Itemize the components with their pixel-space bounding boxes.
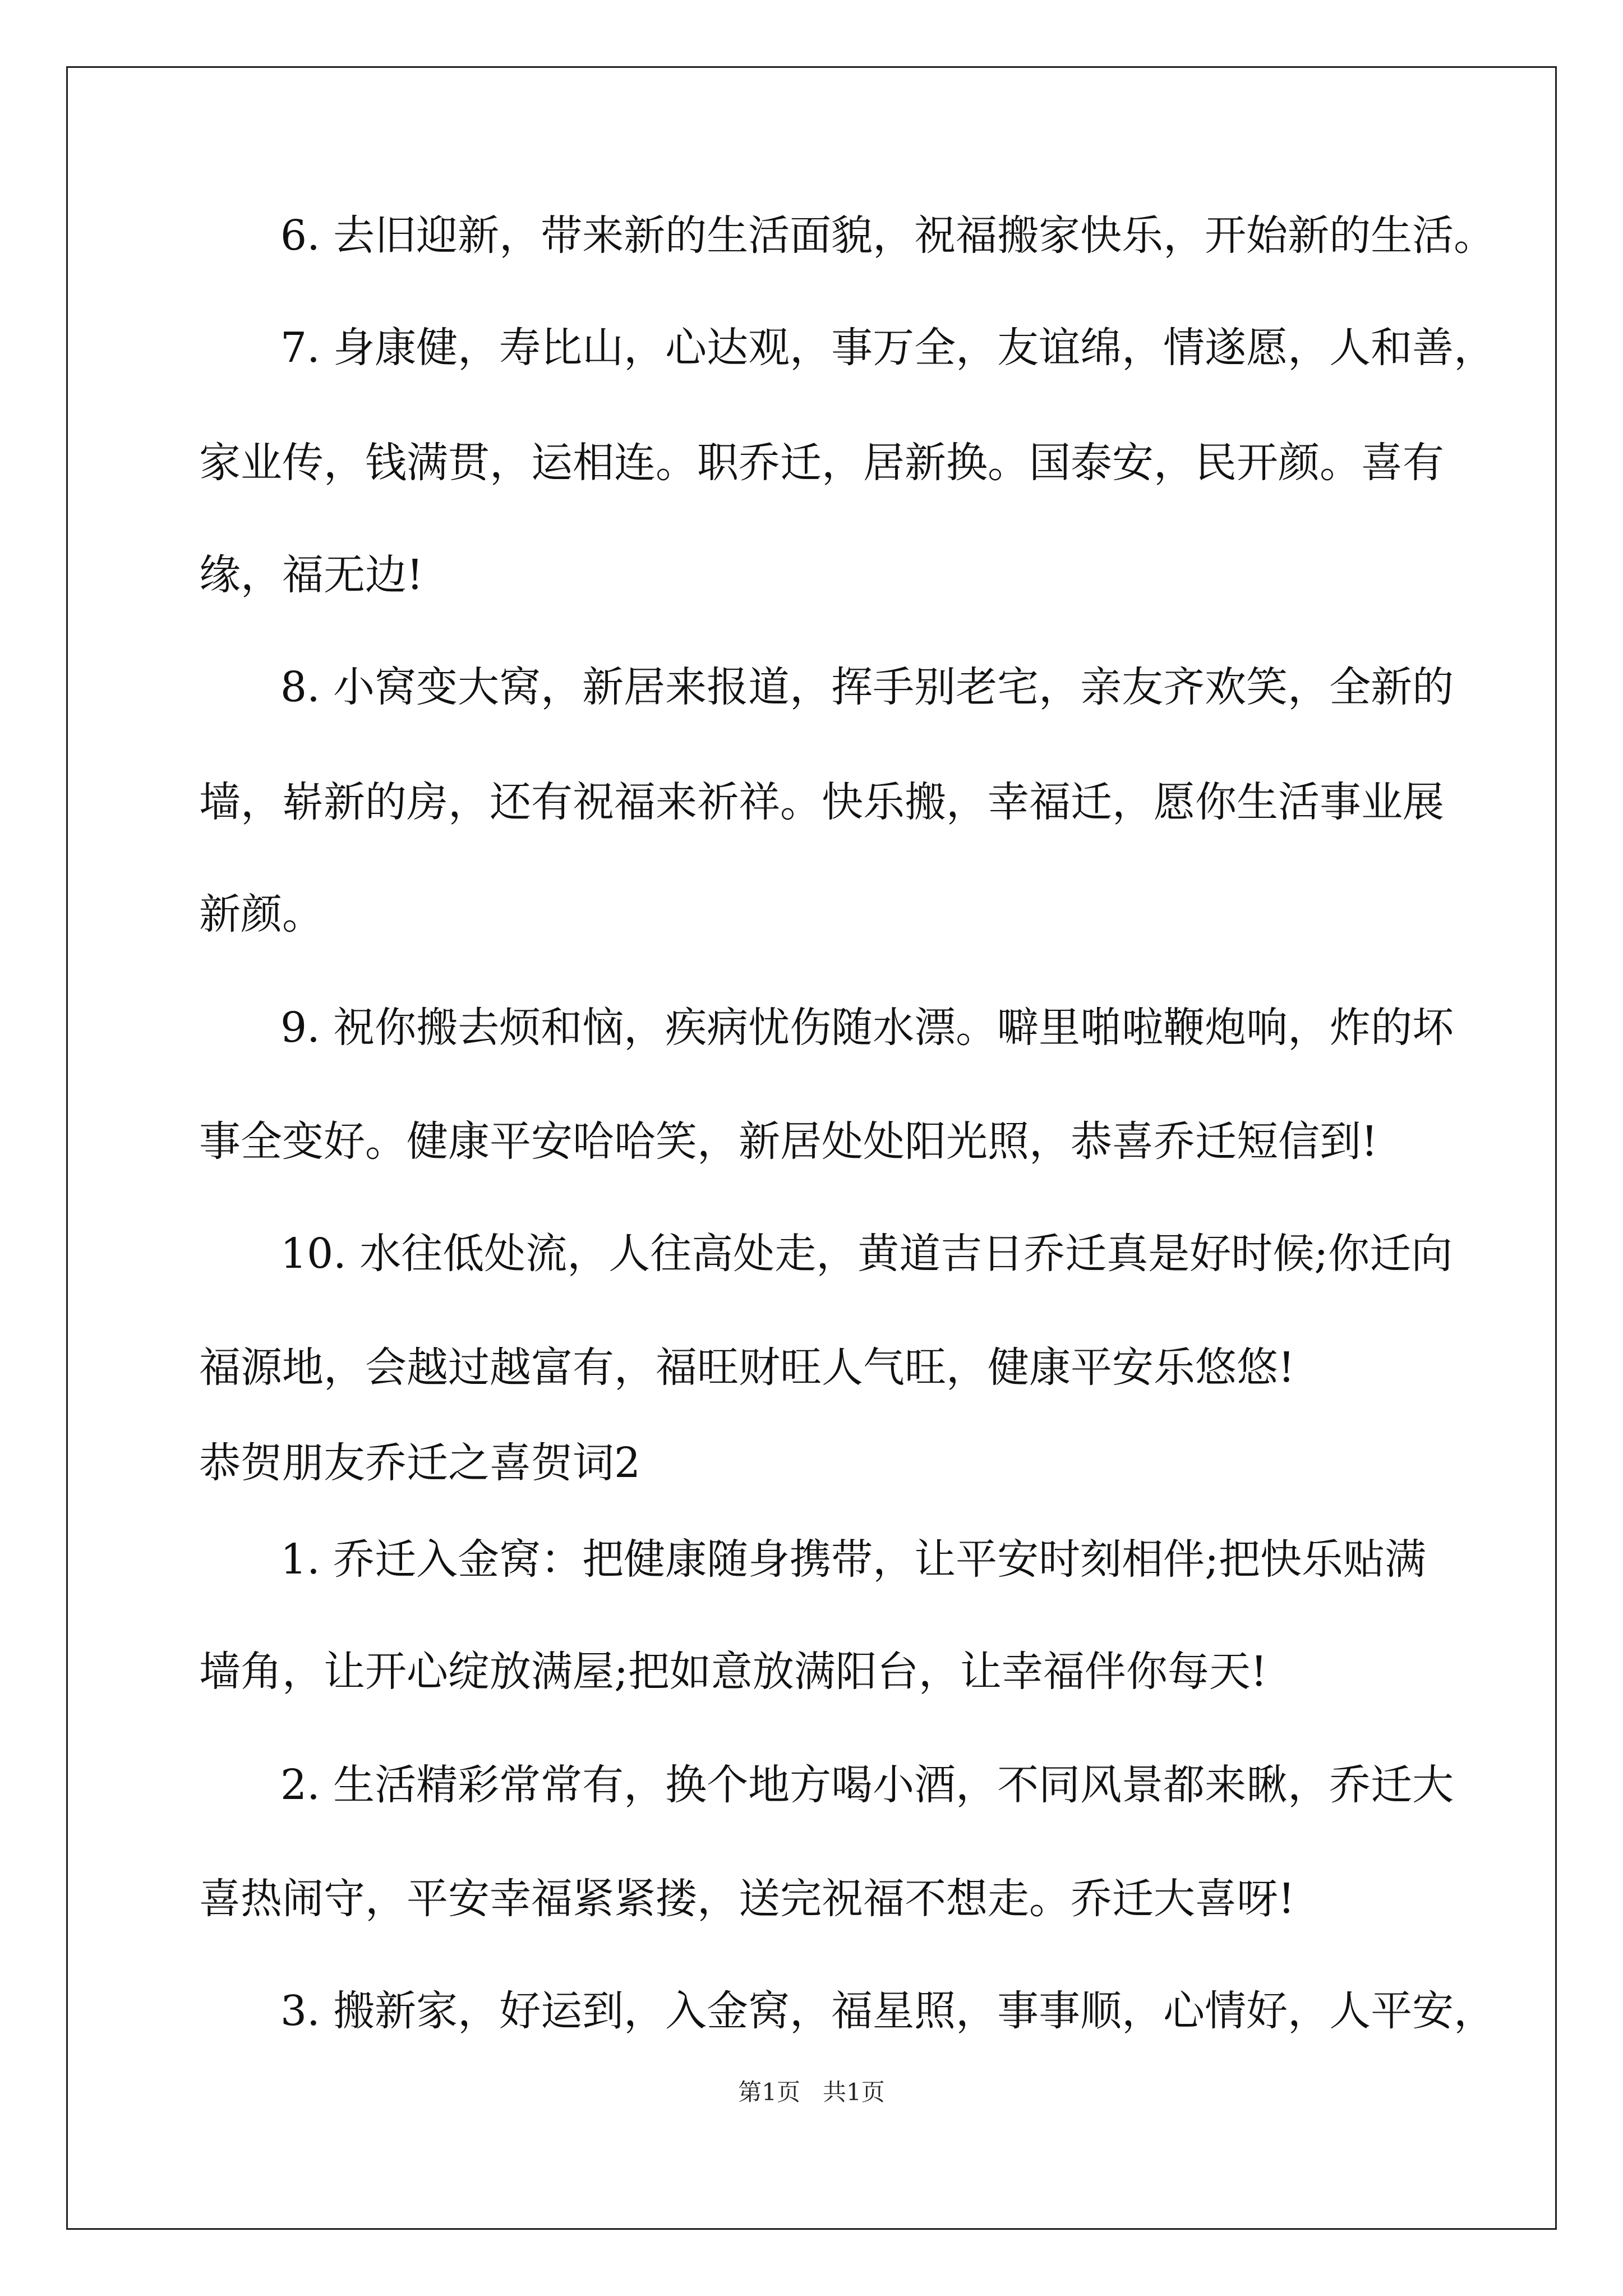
section2-paragraph-3-line-1: 3. 搬新家，好运到，入金窝，福星照，事事顺，心情好，人平安， bbox=[280, 1987, 1496, 2035]
paragraph-9-line-1: 9. 祝你搬去烦和恼，疾病忧伤随水漂。噼里啪啦鞭炮响，炸的坏 bbox=[280, 1004, 1454, 1052]
paragraph-8-line-3: 新颜。 bbox=[199, 890, 324, 938]
paragraph-7-line-3: 缘，福无边! bbox=[199, 551, 423, 599]
paragraph-8-line-2: 墙，崭新的房，还有祝福来祈祥。快乐搬，幸福迁，愿你生活事业展 bbox=[199, 778, 1444, 826]
paragraph-9-line-2: 事全变好。健康平安哈哈笑，新居处处阳光照，恭喜乔迁短信到! bbox=[199, 1117, 1378, 1166]
paragraph-7-line-2: 家业传，钱满贯，运相连。职乔迁，居新换。国泰安，民开颜。喜有 bbox=[199, 439, 1444, 487]
section2-paragraph-1-line-2: 墙角，让开心绽放满屋;把如意放满阳台，让幸福伴你每天! bbox=[199, 1648, 1267, 1696]
page-number-footer: 第1页 共1页 bbox=[738, 2078, 885, 2106]
section-heading: 恭贺朋友乔迁之喜贺词2 bbox=[199, 1439, 641, 1487]
paragraph-10-line-1: 10. 水往低处流，人往高处走，黄道吉日乔迁真是好时候;你迁向 bbox=[280, 1230, 1453, 1278]
paragraph-7-line-1: 7. 身康健，寿比山，心达观，事万全，友谊绵，情遂愿，人和善， bbox=[280, 324, 1496, 372]
paragraph-6-line-1: 6. 去旧迎新，带来新的生活面貌，祝福搬家快乐，开始新的生活。 bbox=[280, 211, 1496, 260]
section2-paragraph-2-line-1: 2. 生活精彩常常有，换个地方喝小酒，不同风景都来瞅，乔迁大 bbox=[280, 1761, 1454, 1809]
section2-paragraph-2-line-2: 喜热闹守，平安幸福紧紧搂，送完祝福不想走。乔迁大喜呀! bbox=[199, 1875, 1295, 1923]
paragraph-10-line-2: 福源地，会越过越富有，福旺财旺人气旺，健康平安乐悠悠! bbox=[199, 1343, 1295, 1392]
paragraph-8-line-1: 8. 小窝变大窝，新居来报道，挥手别老宅，亲友齐欢笑，全新的 bbox=[280, 663, 1454, 711]
section2-paragraph-1-line-1: 1. 乔迁入金窝：把健康随身携带，让平安时刻相伴;把快乐贴满 bbox=[280, 1535, 1427, 1584]
